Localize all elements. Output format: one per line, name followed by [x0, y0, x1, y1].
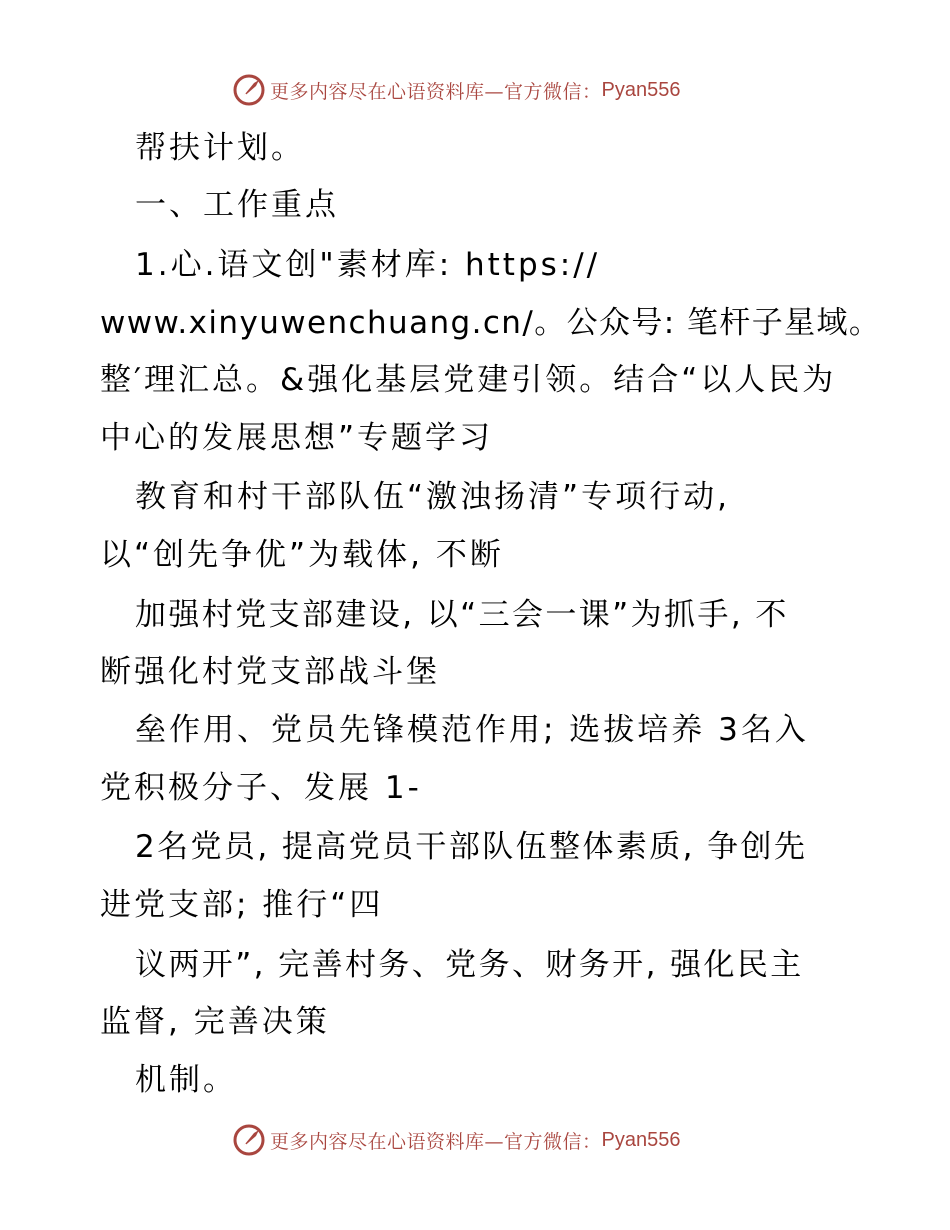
footer-banner-text: 更多内容尽在心语资料库—官方微信： — [270, 1130, 602, 1153]
footer-banner — [232, 1120, 680, 1160]
text-line: 中心的发展思想”专题学习 — [100, 420, 494, 456]
text-line: 以“创先争优”为载体, 不断 — [100, 537, 504, 573]
text-line: 党积极分子、发展 1- — [100, 770, 422, 806]
text-line: 整′理汇总。&强化基层党建引领。结合“以人民为 — [100, 362, 837, 398]
text-line: 加强村党支部建设, 以“三会一课”为抓手, 不 — [135, 597, 789, 633]
text-line: 断强化村党支部战斗堡 — [100, 654, 440, 690]
text-line: 垒作用、党员先锋模范作用; 选拔培养 3名入 — [135, 712, 809, 748]
header-banner-id: Pyan556 — [601, 78, 681, 101]
header-banner-text: 更多内容尽在心语资料库—官方微信： — [270, 80, 602, 103]
text-line: 监督, 完善决策 — [100, 1004, 330, 1040]
section-heading: 一、工作重点 — [135, 187, 339, 223]
text-line: 议两开”, 完善村务、党务、财务开, 强化民主 — [135, 947, 804, 983]
text-line: www.xinyuwenchuang.cn/。公众号: 笔杆子星域。 — [100, 305, 882, 341]
text-line: 进党支部; 推行“四 — [100, 887, 384, 923]
quill-pen-logo-icon — [232, 1123, 266, 1157]
text-line: 帮扶计划。 — [135, 130, 305, 166]
text-line: 2名党员, 提高党员干部队伍整体素质, 争创先 — [135, 829, 808, 865]
text-line: 机制。 — [135, 1062, 237, 1098]
text-line: 教育和村干部队伍“激浊扬清”专项行动, — [135, 479, 730, 515]
text-line: 1.心.语文创"素材库: https:// — [135, 247, 601, 283]
footer-banner-id: Pyan556 — [601, 1128, 681, 1151]
